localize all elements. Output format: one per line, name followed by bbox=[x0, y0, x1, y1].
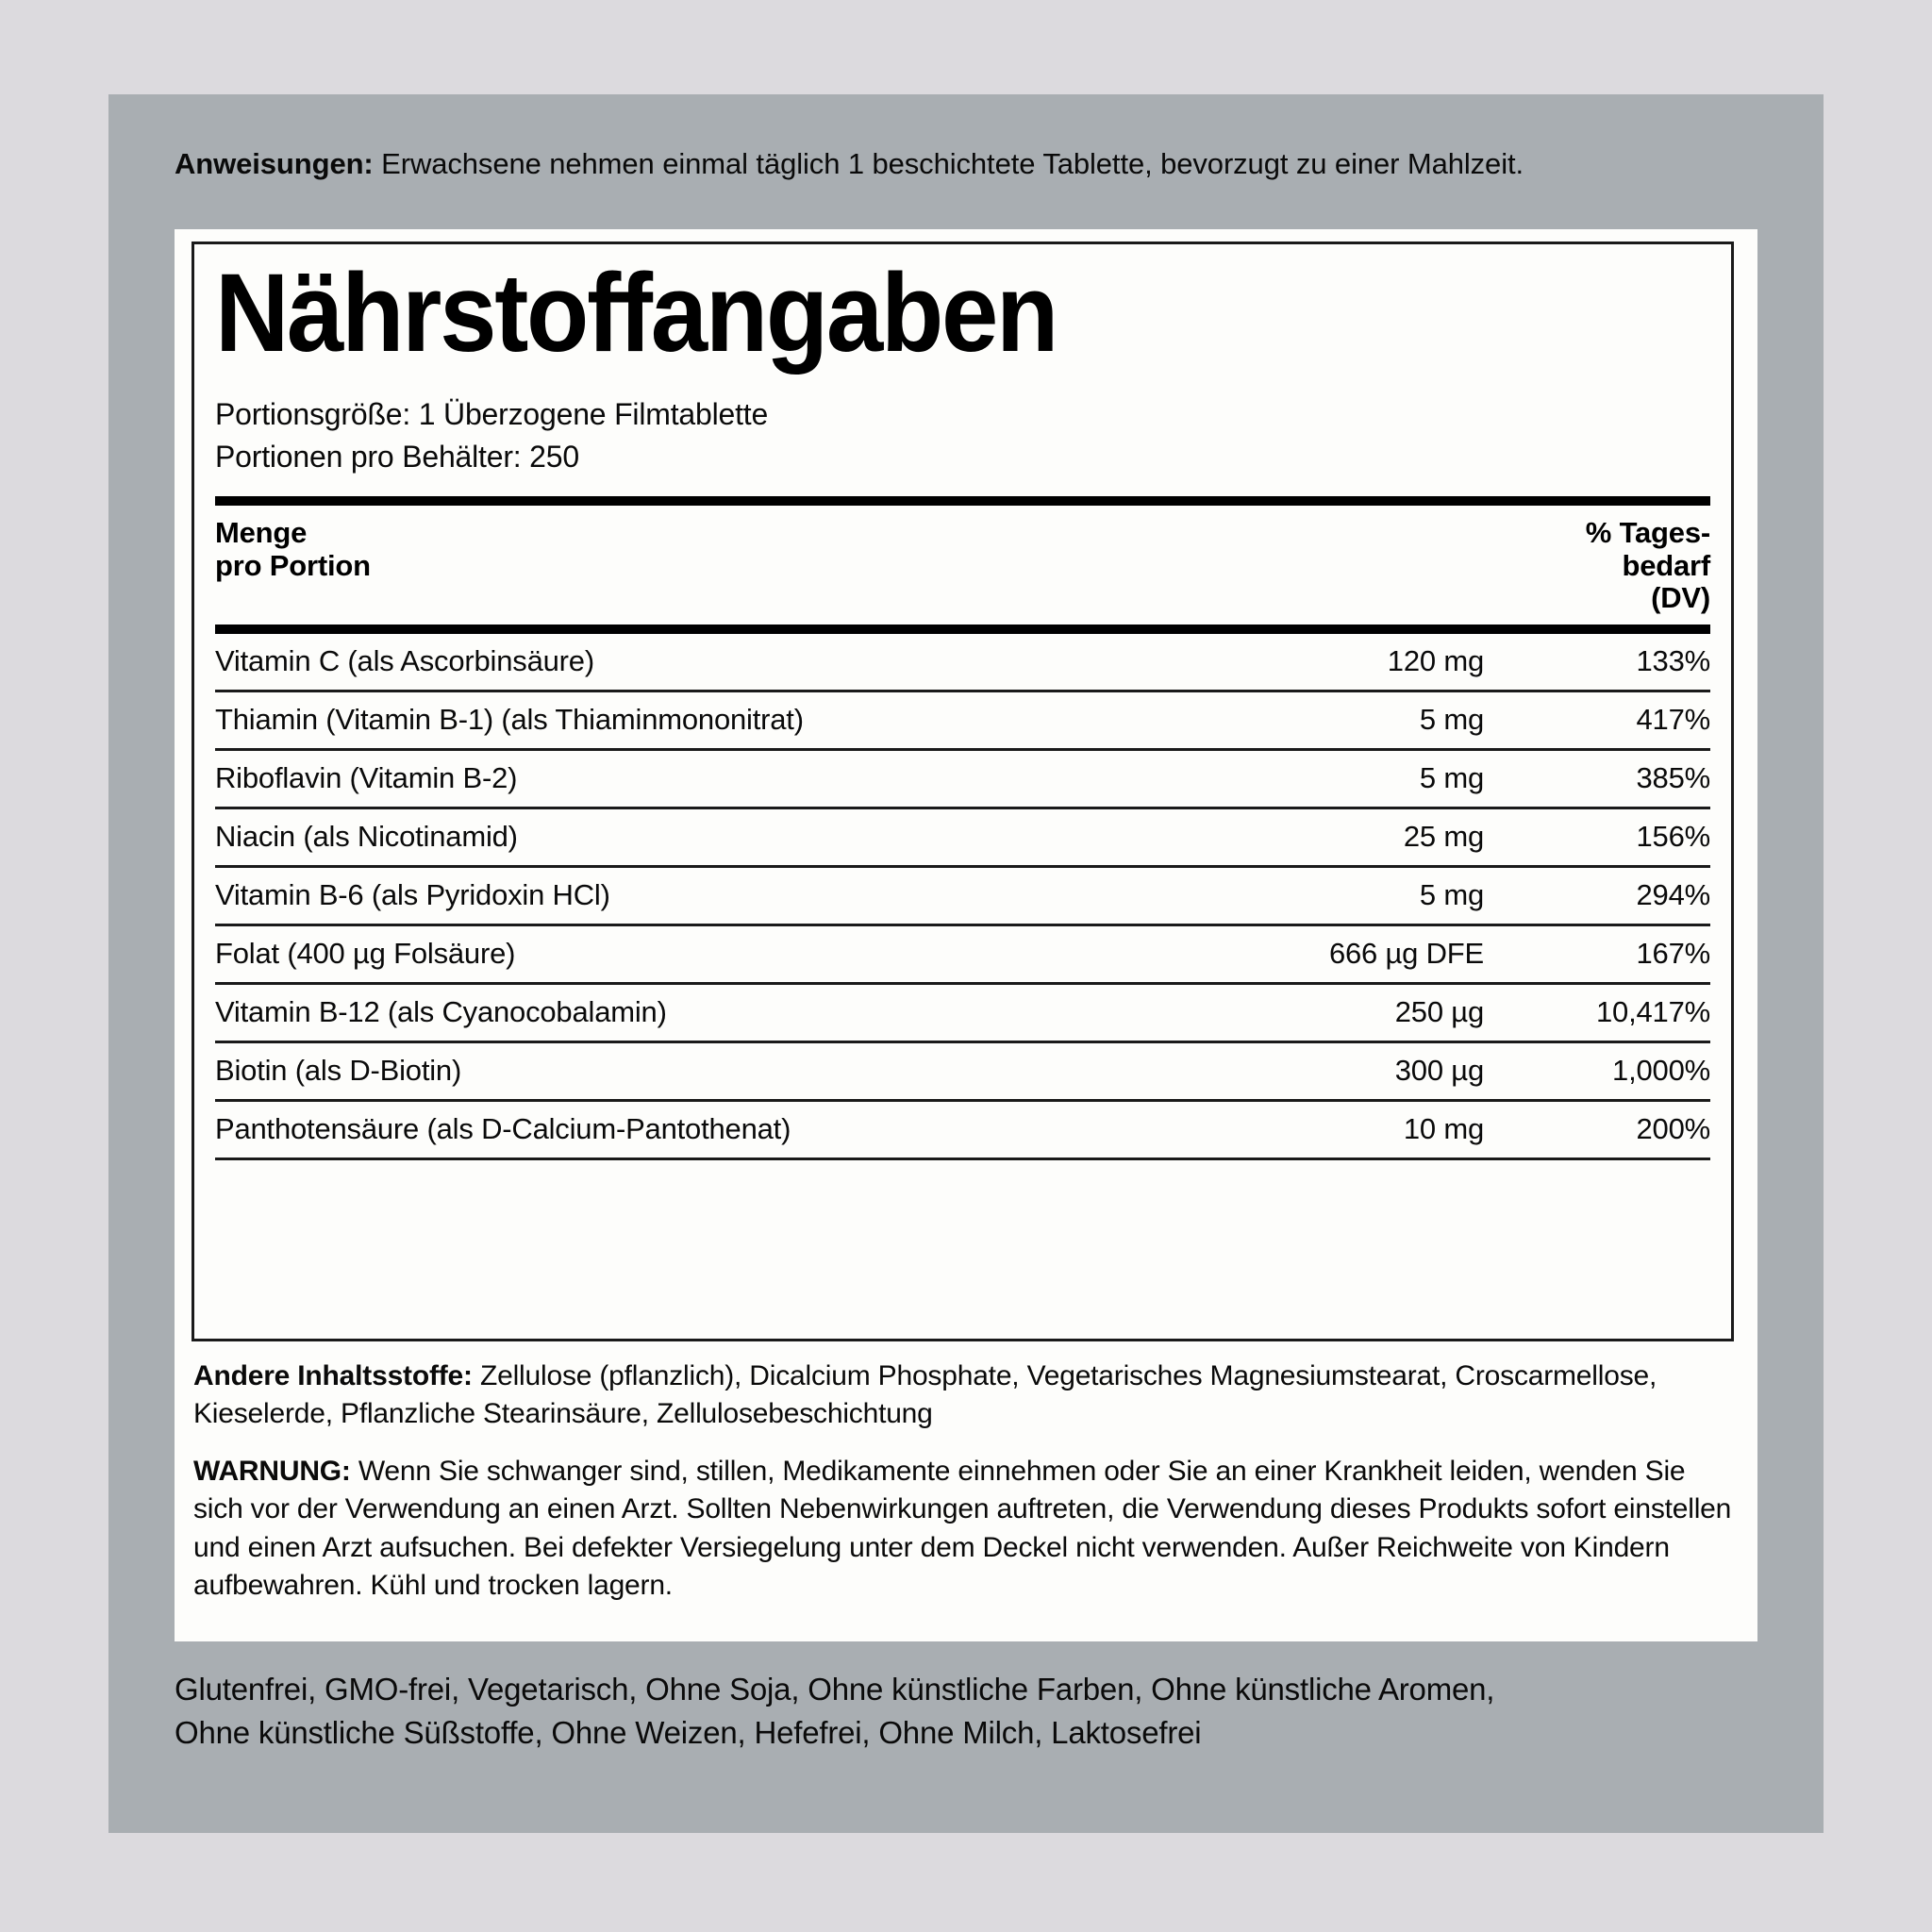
nutrient-daily-value: 385% bbox=[1636, 761, 1710, 795]
nutrient-name: Panthotensäure (als D-Calcium-Pantothenat) bbox=[215, 1112, 791, 1146]
nutrient-name: Vitamin C (als Ascorbinsäure) bbox=[215, 644, 594, 678]
servings-per-container: Portionen pro Behälter: 250 bbox=[215, 440, 579, 475]
claims-line-2: Ohne künstliche Süßstoffe, Ohne Weizen, Hefefrei, Ohne Milch, Laktosefrei bbox=[175, 1714, 1202, 1750]
nutrient-rows bbox=[215, 634, 1710, 1160]
nutrient-daily-value: 200% bbox=[1636, 1112, 1710, 1146]
nutrient-amount: 5 mg bbox=[1419, 878, 1484, 912]
nutrition-facts-box bbox=[192, 242, 1734, 1341]
directions-text bbox=[175, 146, 1778, 183]
nutrient-amount: 10 mg bbox=[1403, 1112, 1484, 1146]
rule-top-heavy bbox=[215, 496, 1710, 506]
directions-body: Erwachsene nehmen einmal täglich 1 beschichtete Tablette, bevorzugt zu einer Mahlzeit. bbox=[373, 147, 1524, 180]
serving-info bbox=[215, 393, 1710, 479]
nutrient-amount: 250 µg bbox=[1394, 995, 1484, 1029]
nutrient-daily-value: 156% bbox=[1636, 820, 1710, 854]
table-row bbox=[215, 634, 1710, 690]
nutrient-amount: 120 mg bbox=[1387, 644, 1484, 678]
dv-header-line1: % Tages- bbox=[1585, 515, 1710, 549]
amount-per-serving-header bbox=[215, 517, 371, 582]
warning-text bbox=[193, 1453, 1732, 1605]
table-row bbox=[215, 926, 1710, 982]
facts-title: Nährstoffangaben bbox=[215, 251, 1058, 375]
other-ingredients-label: Andere Inhaltsstoffe: bbox=[193, 1360, 473, 1391]
nutrient-name: Folat (400 µg Folsäure) bbox=[215, 937, 516, 971]
table-header-row bbox=[215, 506, 1710, 625]
nutrient-amount: 300 µg bbox=[1394, 1054, 1484, 1088]
nutrient-name: Riboflavin (Vitamin B-2) bbox=[215, 761, 518, 795]
nutrient-name: Biotin (als D-Biotin) bbox=[215, 1054, 462, 1088]
rule-header-bottom-heavy bbox=[215, 625, 1710, 634]
supplement-label-panel bbox=[108, 94, 1824, 1833]
nutrient-daily-value: 133% bbox=[1636, 644, 1710, 678]
nutrient-name: Niacin (als Nicotinamid) bbox=[215, 820, 518, 854]
table-row bbox=[215, 809, 1710, 865]
product-claims bbox=[175, 1668, 1778, 1754]
table-row bbox=[215, 1043, 1710, 1099]
daily-value-header bbox=[1586, 517, 1710, 615]
directions-label: Anweisungen: bbox=[175, 147, 374, 180]
row-divider bbox=[215, 1158, 1710, 1160]
nutrient-daily-value: 167% bbox=[1636, 937, 1710, 971]
table-row bbox=[215, 1102, 1710, 1158]
other-ingredients bbox=[193, 1357, 1732, 1432]
amount-header-line1: Menge bbox=[215, 515, 308, 549]
supplement-facts-panel bbox=[175, 229, 1757, 1641]
nutrient-amount: 5 mg bbox=[1419, 761, 1484, 795]
nutrient-daily-value: 10,417% bbox=[1596, 995, 1710, 1029]
warning-label: WARNUNG: bbox=[193, 1456, 351, 1488]
dv-header-line3: (DV) bbox=[1651, 581, 1710, 615]
nutrient-name: Thiamin (Vitamin B-1) (als Thiaminmononitrat) bbox=[215, 703, 804, 737]
table-row bbox=[215, 751, 1710, 807]
nutrient-daily-value: 294% bbox=[1636, 878, 1710, 912]
other-ingredients-body: Zellulose (pflanzlich), Dicalcium Phosphate, Vegetarisches Magnesiumstearat, Croscarmellose, Kieselerde, Pflanzliche Stearinsäure, Zellulosebeschichtung bbox=[193, 1360, 1657, 1429]
dv-header-line2: bedarf bbox=[1622, 548, 1710, 582]
nutrient-name: Vitamin B-6 (als Pyridoxin HCl) bbox=[215, 878, 610, 912]
nutrient-name: Vitamin B-12 (als Cyanocobalamin) bbox=[215, 995, 667, 1029]
supplemental-text bbox=[192, 1357, 1734, 1605]
amount-header-line2: pro Portion bbox=[215, 548, 371, 582]
warning-body: Wenn Sie schwanger sind, stillen, Medikamente einnehmen oder Sie an einer Krankheit leiden, wenden Sie sich vor der Verwendung an einen Arzt. Sollten Nebenwirkungen auftreten, die Verwendung dieses Produkts sofort einstellen und einen Arzt aufsuchen. Bei defekter Versiegelung unter dem Deckel nicht verwenden. Außer Reichweite von Kindern aufbewahren. Kühl und trocken lagern. bbox=[193, 1456, 1732, 1601]
nutrient-daily-value: 1,000% bbox=[1612, 1054, 1710, 1088]
nutrient-daily-value: 417% bbox=[1636, 703, 1710, 737]
serving-size: Portionsgröße: 1 Überzogene Filmtablette bbox=[215, 397, 769, 431]
nutrient-amount: 666 µg DFE bbox=[1328, 937, 1484, 971]
nutrient-amount: 5 mg bbox=[1419, 703, 1484, 737]
nutrient-amount: 25 mg bbox=[1403, 820, 1484, 854]
table-row bbox=[215, 985, 1710, 1041]
table-row bbox=[215, 692, 1710, 748]
table-row bbox=[215, 868, 1710, 924]
claims-line-1: Glutenfrei, GMO-frei, Vegetarisch, Ohne Soja, Ohne künstliche Farben, Ohne künstliche Aromen, bbox=[175, 1672, 1495, 1707]
